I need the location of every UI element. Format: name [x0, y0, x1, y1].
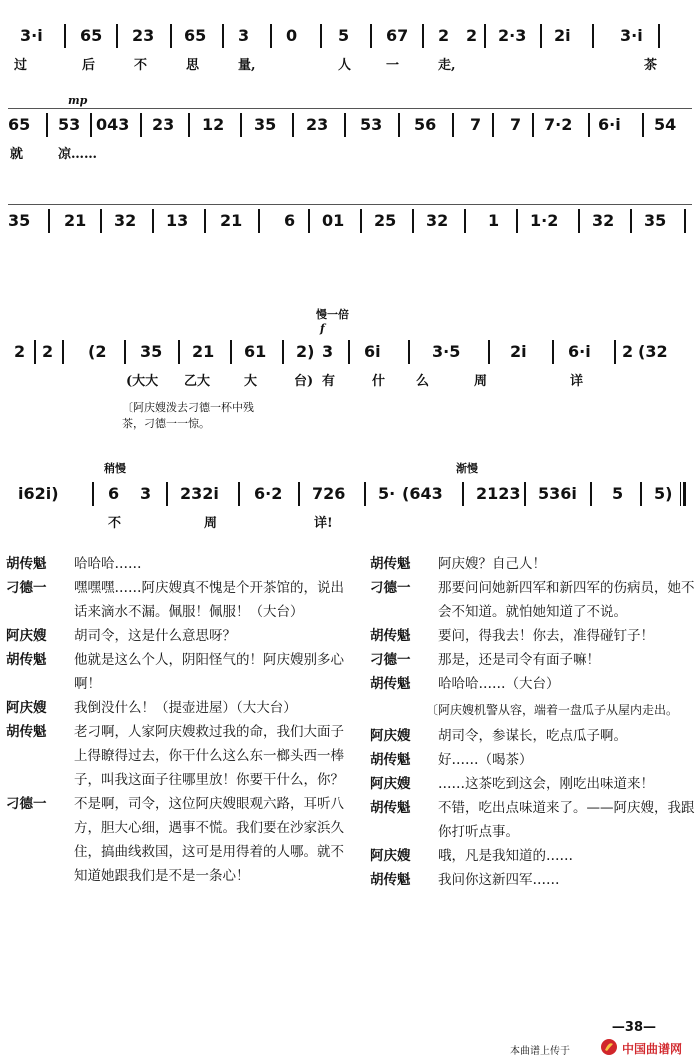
barline [178, 340, 180, 364]
barline [230, 340, 232, 364]
note: 53 [58, 115, 81, 134]
score-row-1 [8, 20, 692, 76]
note: 32 [426, 211, 449, 230]
lyric: 量, [238, 58, 256, 73]
dialogue-entry [6, 576, 346, 624]
lyric: 有 [322, 374, 336, 389]
barline [492, 113, 494, 137]
notes-row [8, 478, 692, 508]
note: 21 [192, 342, 215, 361]
lyric: 过 [14, 58, 28, 73]
lyric: 后 [82, 58, 96, 73]
barline [116, 24, 118, 48]
barline [552, 340, 554, 364]
dialogue-line: 嘿嘿嘿……阿庆嫂真不愧是个开茶馆的，说出话来滴水不漏。佩服！佩服！（大台） [74, 580, 344, 620]
note: 6·2 [254, 484, 283, 503]
note: 2) [296, 342, 315, 361]
stage-direction: 〔阿庆嫂机警从容，端着一盘瓜子从屋内走出。 [426, 703, 679, 717]
barline [238, 482, 240, 506]
barline [62, 340, 64, 364]
note: 32 [114, 211, 137, 230]
barline [398, 113, 400, 137]
site-name: 中国曲谱网 [622, 1042, 683, 1056]
barline [630, 209, 632, 233]
barline [684, 209, 686, 233]
dialogue-entry [370, 724, 696, 748]
note: 23 [152, 115, 175, 134]
note: 2i [510, 342, 527, 361]
dialogue-line: 他就是这么个人，阴阳怪气的！阿庆嫂别多心啊！ [74, 652, 344, 692]
note: 0 [286, 26, 298, 45]
barline [588, 113, 590, 137]
barline [364, 482, 366, 506]
note: 2 [622, 342, 634, 361]
barline [370, 24, 372, 48]
lyric: 人 [338, 58, 352, 73]
note: 3 [238, 26, 250, 45]
note: 67 [386, 26, 409, 45]
note: 13 [166, 211, 189, 230]
barline [90, 113, 92, 137]
note: 6 [108, 484, 120, 503]
notes-row [8, 108, 692, 139]
speaker-name: 阿庆嫂 [370, 848, 411, 864]
note: 12 [202, 115, 225, 134]
dialogue-line: 那要问问她新四军和新四军的伤病员，她不会不知道。就怕她知道了不说。 [438, 580, 695, 620]
barline [344, 113, 346, 137]
dialogue-column-left [6, 552, 346, 888]
note: 2·3 [498, 26, 527, 45]
lyric: 凉…… [58, 147, 98, 162]
dialogue-line: 好……（喝茶） [438, 752, 533, 768]
speaker-name: 阿庆嫂 [370, 776, 411, 792]
lyric: 就 [10, 147, 24, 162]
dialogue-line: 不是啊，司令，这位阿庆嫂眼观六路，耳听八方，胆大心细，遇事不慌。我们要在沙家浜久住，搞曲线救国，这可是用得着的人哪。就不知道她跟我们是不是一条心！ [74, 796, 344, 884]
note: (2 [88, 342, 107, 361]
lyrics-row [8, 508, 692, 534]
note: 2i [554, 26, 571, 45]
speaker-name: 胡传魁 [370, 800, 411, 816]
final-barline [680, 482, 686, 506]
lyric: 走, [438, 58, 456, 73]
barline [488, 340, 490, 364]
barline [204, 209, 206, 233]
note: 5 [612, 484, 624, 503]
speaker-name: 胡传魁 [6, 724, 47, 740]
dialogue-line: 不错，吃出点味道来了。——阿庆嫂，我跟你打听点事。 [438, 800, 695, 840]
barline [658, 24, 660, 48]
stage-direction: 〔阿庆嫂泼去刁德一杯中残茶，刁德一一惊。 [122, 401, 254, 430]
dialogue-line: 要问，得我去！你去，准得碰钉子！ [438, 628, 654, 644]
dialogue-entry [6, 552, 346, 576]
score-row-2 [8, 94, 692, 165]
dialogue-entry [370, 868, 696, 892]
speaker-name: 阿庆嫂 [6, 628, 47, 644]
dialogue-entry [370, 772, 696, 796]
score-row-5 [8, 462, 692, 534]
barline [540, 24, 542, 48]
notes-row [8, 204, 692, 235]
note: 6·i [568, 342, 591, 361]
tempo-mark: 慢一倍 [316, 308, 349, 321]
lyric: 思 [186, 58, 200, 73]
note: 5 [338, 26, 350, 45]
note: 1 [488, 211, 500, 230]
note: 2 [438, 26, 450, 45]
dialogue-entry [6, 624, 346, 648]
barline [292, 113, 294, 137]
note: 6i [364, 342, 381, 361]
barline [170, 24, 172, 48]
barline [188, 113, 190, 137]
barline [64, 24, 66, 48]
dialogue-entry [370, 672, 696, 696]
barline [592, 24, 594, 48]
note: 7 [510, 115, 522, 134]
note: 65 [184, 26, 207, 45]
note: 5· [378, 484, 396, 503]
barline [282, 340, 284, 364]
note: 61 [244, 342, 267, 361]
dialogue-entry [370, 552, 696, 576]
barline [270, 24, 272, 48]
lyric: 乙大 [184, 374, 211, 389]
note: 35 [140, 342, 163, 361]
barline [360, 209, 362, 233]
barline [590, 482, 592, 506]
barline [524, 482, 526, 506]
barline [100, 209, 102, 233]
note: 21 [220, 211, 243, 230]
dialogue-entry [6, 720, 346, 792]
barline [152, 209, 154, 233]
dialogue-entry [370, 576, 696, 624]
barline [124, 340, 126, 364]
lyric: (大大 [126, 374, 159, 389]
dialogue-entry [370, 844, 696, 868]
note: i62i) [18, 484, 59, 503]
lyrics-row [8, 139, 692, 165]
speaker-name: 胡传魁 [370, 752, 411, 768]
speaker-name: 阿庆嫂 [370, 728, 411, 744]
notes-row [8, 336, 692, 366]
speaker-name: 刁德一 [370, 652, 411, 668]
lyrics-row [8, 366, 692, 392]
barline [578, 209, 580, 233]
dialogue-line: 哈哈哈……（大台） [438, 676, 560, 692]
barline [464, 209, 466, 233]
score-row-3 [8, 204, 692, 235]
note: 6 [284, 211, 296, 230]
note: 3 [140, 484, 152, 503]
dialogue-entry [370, 748, 696, 772]
lyric: 什 [372, 374, 386, 389]
barline [412, 209, 414, 233]
lyric: 台) [294, 374, 314, 389]
barline [46, 113, 48, 137]
note: 3·i [20, 26, 43, 45]
barline [532, 113, 534, 137]
barline [320, 24, 322, 48]
note: 25 [374, 211, 397, 230]
speaker-name: 阿庆嫂 [6, 700, 47, 716]
note: 2 [42, 342, 54, 361]
barline [408, 340, 410, 364]
tempo-mark: 渐慢 [456, 462, 478, 475]
speaker-name: 胡传魁 [370, 556, 411, 572]
barline [640, 482, 642, 506]
note: 54 [654, 115, 677, 134]
dialogue-entry [6, 648, 346, 696]
speaker-name: 胡传魁 [6, 652, 47, 668]
dialogue-line: 那是，还是司令有面子嘛！ [438, 652, 600, 668]
speaker-name: 刁德一 [6, 580, 47, 596]
note: 23 [132, 26, 155, 45]
dialogue-line: 哦，凡是我知道的…… [438, 848, 573, 864]
note: 21 [64, 211, 87, 230]
dialogue-line: 老刁啊，人家阿庆嫂救过我的命，我们大面子上得瞭得过去，你干什么这么东一榔头西一棒子，叫我这面子往哪里放！你要干什么，你？ [74, 724, 344, 788]
note: 35 [254, 115, 277, 134]
dialogue-line: 胡司令，这是什么意思呀？ [74, 628, 236, 644]
barline [258, 209, 260, 233]
note: 23 [306, 115, 329, 134]
barline [166, 482, 168, 506]
dialogue-entry [370, 648, 696, 672]
note: 7·2 [544, 115, 573, 134]
barline [452, 113, 454, 137]
barline [308, 209, 310, 233]
dynamic-mark: f [320, 322, 325, 335]
site-logo-icon [600, 1038, 618, 1056]
barline [422, 24, 424, 48]
barline [642, 113, 644, 137]
note: 726 [312, 484, 346, 503]
tempo-mark: 稍慢 [104, 462, 126, 475]
lyric: 不 [108, 516, 122, 531]
barline [140, 113, 142, 137]
note: 536i [538, 484, 577, 503]
lyric: 一 [386, 58, 400, 73]
barline [240, 113, 242, 137]
note: 5) [654, 484, 673, 503]
note: 7 [470, 115, 482, 134]
note: 3·5 [432, 342, 461, 361]
page-footer [0, 1018, 700, 1060]
dialogue-entry [370, 624, 696, 648]
lyric: 茶 [644, 58, 658, 73]
dynamic-mark: mp [68, 94, 88, 107]
notes-row [8, 20, 692, 50]
barline [348, 340, 350, 364]
lyric: 不 [134, 58, 148, 73]
barline [484, 24, 486, 48]
barline [614, 340, 616, 364]
speaker-name: 胡传魁 [370, 628, 411, 644]
note: (32 [638, 342, 668, 361]
upload-note: 本曲谱上传于 [510, 1046, 570, 1057]
dialogue-entry [370, 796, 696, 844]
lyric: 周 [474, 374, 488, 389]
barline [92, 482, 94, 506]
dialogue-entry [6, 696, 346, 720]
note: (643 [402, 484, 443, 503]
note: 65 [8, 115, 31, 134]
note: 56 [414, 115, 437, 134]
note: 3·i [620, 26, 643, 45]
note: 6·i [598, 115, 621, 134]
barline [298, 482, 300, 506]
note: 043 [96, 115, 130, 134]
dialogue-entry [6, 792, 346, 888]
dialogue-line: 哈哈哈…… [74, 556, 142, 572]
dialogue-line: 阿庆嫂？自己人！ [438, 556, 546, 572]
note: 65 [80, 26, 103, 45]
dialogue-column-right [370, 552, 696, 892]
speaker-name: 胡传魁 [370, 676, 411, 692]
barline [222, 24, 224, 48]
barline [48, 209, 50, 233]
lyric: 么 [416, 374, 430, 389]
note: 35 [644, 211, 667, 230]
note: 1·2 [530, 211, 559, 230]
barline [462, 482, 464, 506]
speaker-name: 胡传魁 [370, 872, 411, 888]
note: 01 [322, 211, 345, 230]
lyric: 详! [314, 516, 333, 531]
barline [34, 340, 36, 364]
speaker-name: 刁德一 [370, 580, 411, 596]
page-number: —38— [611, 1020, 656, 1035]
note: 32 [592, 211, 615, 230]
dialogue-line: 我问你这新四军…… [438, 872, 560, 888]
note: 232i [180, 484, 219, 503]
note: 2 [14, 342, 26, 361]
speaker-name: 胡传魁 [6, 556, 47, 572]
lyrics-row [8, 50, 692, 76]
lyric: 大 [244, 374, 258, 389]
note: 2123 [476, 484, 521, 503]
note: 2 [466, 26, 478, 45]
note: 3 [322, 342, 334, 361]
note: 35 [8, 211, 31, 230]
dialogue-line: ……这茶吃到这会，刚吃出味道来！ [438, 776, 654, 792]
score-row-4 [8, 308, 692, 430]
barline [516, 209, 518, 233]
note: 53 [360, 115, 383, 134]
lyric: 周 [204, 516, 218, 531]
dialogue-line: 我倒没什么！（提壶进屋）（大大台） [74, 700, 297, 716]
lyric: 详 [570, 374, 584, 389]
speaker-name: 刁德一 [6, 796, 47, 812]
dialogue-line: 胡司令，参谋长，吃点瓜子啊。 [438, 728, 627, 744]
